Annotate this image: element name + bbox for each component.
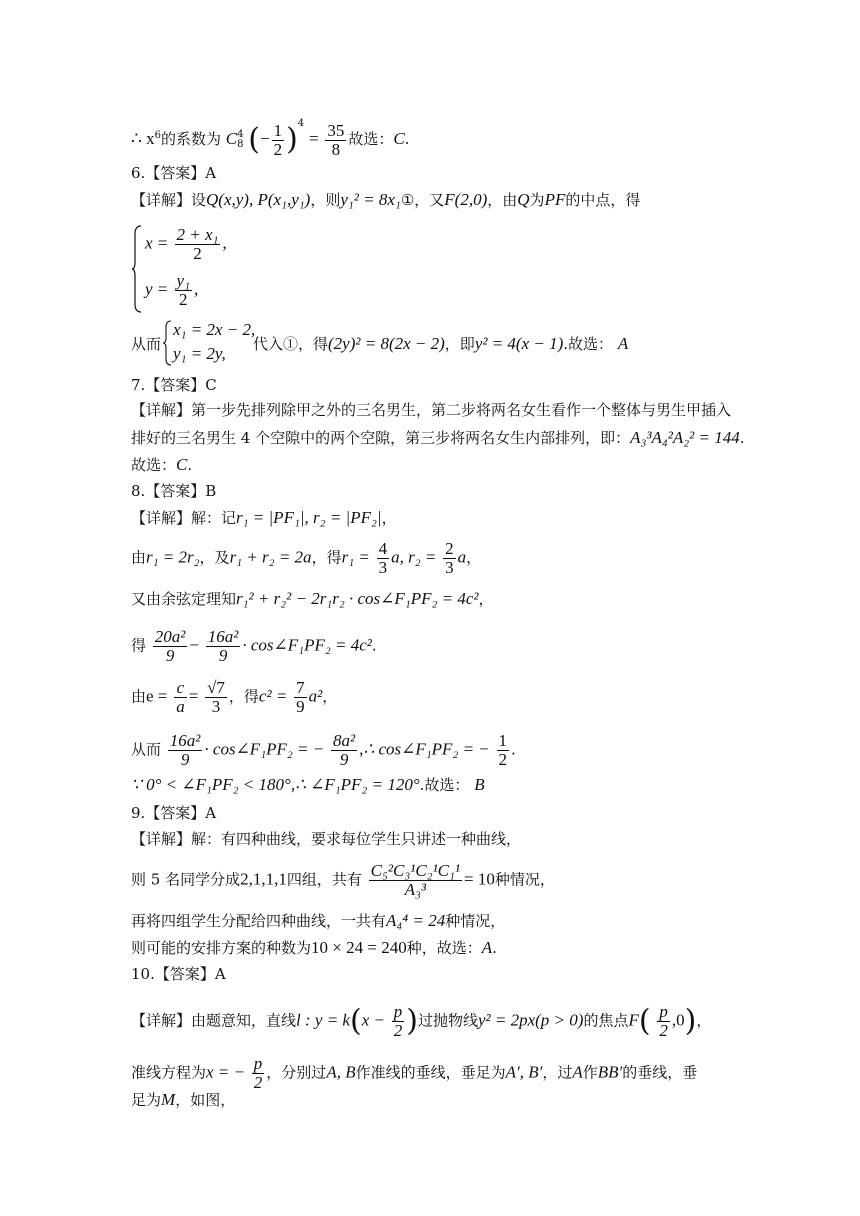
- q10-answer-line: 10.【答案】A: [131, 965, 226, 983]
- document-page: ∴ $x^6$的系数为 C 4 8 (− $\frac{1}{2}$ )$^4$ = $\frac{35}{8}$ 故选：C. 6.【答案】A 【详解】设Q(x,y), P(x₁,y₁)，则y₁² = 8x₁①，又F(2,0)，由Q为PF的中点，得 x = $\frac{\text{2 + x₁}}{2}$ , y = $\frac{\text{y₁}}{2}$ , 从而 x₁ = 2x − 2, y₁ = 2y, 代入①，得(2y)² = 8(2x − 2)，即y² = 4(x − 1).故选： A 7.【答案】C 【详解】第一步先排列除甲之外的三名男生，第二步将两名女生看作一个整体与男生甲插入 排好的三名男生 4 个空隙中的两个空隙，第三步将两名女生内部排列，即：A₃³A₄²A₂² = 144. 故选：C. 8.【答案】B 【详解】解：记r₁ = |PF₁|, r₂ = |PF₂|， 由r₁ = 2r₂，及r₁ + r₂ = 2a，得r₁ = $\frac{4}{3}$ a, r₂ = $\frac{2}{3}$ a， 又由余弦定理知r₁² + r₂² − 2r₁r₂ · cos∠F₁PF₂ = 4c²， 得 $\frac{\text{20a²}}{9}$ − $\frac{\text{16a²}}{9}$ · cos∠F₁PF₂ = 4c². 由e = $\frac{c}{a}$ = $\frac{√7}{3}$ ，得c² = $\frac{7}{9}$ a²， 从而 $\frac{\text{16a²}}{9}$ · cos∠F₁PF₂ = − $\frac{\text{8a²}}{9}$ ,∴ cos∠F₁PF₂ = − $\frac{1}{2}$ . ∵ 0° < ∠F₁PF₂ < 180°,∴ ∠F₁PF₂ = 120°.故选： B 9.【答案】A 【详解】解：有四种曲线，要求每位学生只讲述一种曲线， 则 5 名同学分成2,1,1,1四组，共有 $\frac{\text{C₅²C₃¹C₂¹C₁¹}}{\text{A₃³}}$ = 10种情况， 再将四组学生分配给四种曲线，一共有A₄⁴ = 24种情况， 则可能的安排方案的种数为10 × 24 = 240种，故选：A. 10.【答案】A 【详解】由题意知，直线l : y = k(x − $\frac{p}{2}$ )过抛物线y² = 2px(p > 0)的焦点F( $\frac{p}{2}$ ,0)， 准线方程为x = − $\frac{p}{2}$ ，分别过A, B作准线的垂线，垂足为A′, B′，过A作BB′的垂线，垂 足为M，如图，: [0, 0, 860, 1216]
- q7-detail-a: 【详解】第一步先排列除甲之外的三名男生，第二步将两名女生看作一个整体与男生甲插入: [131, 401, 732, 419]
- q5-exponent: 6: [154, 130, 161, 141]
- q5-choice: C: [393, 129, 405, 148]
- q8-line-5: 由e = $\frac{c}{a}$ = $\frac{√7}{3}$ ，得c² = $\frac{7}{9}$ a²，: [131, 678, 338, 716]
- q5-coef-text: 的系数为: [160, 130, 221, 148]
- q8-line-3: 又由余弦定理知r₁² + r₂² − 2r₁r₂ · cos∠F₁PF₂ = 4c²，: [131, 589, 494, 608]
- q5-conclusion-line: ∴ $x^6$的系数为 C 4 8 (− $\frac{1}{2}$ )$^4$ = $\frac{35}{8}$ 故选：C.: [131, 118, 410, 159]
- q5-power: 4: [297, 118, 305, 129]
- q6-midpoint-system: x = $\frac{\text{2 + x₁}}{2}$ , y = $\frac{\text{y₁}}{2}$ ,: [131, 224, 331, 314]
- q5-c-sub: 8: [237, 139, 244, 150]
- q6-brace-icon: [131, 224, 143, 314]
- q6-brace2-icon: [162, 320, 172, 366]
- q7-detail-c: 故选：C.: [131, 455, 193, 474]
- q8-answer-line: 8.【答案】B: [131, 482, 217, 500]
- q9-line-4: 则可能的安排方案的种数为10 × 24 = 240种，故选：A.: [131, 938, 497, 957]
- q10-line-3: 足为M，如图，: [131, 1090, 236, 1109]
- q5-therefore: ∴ x: [131, 129, 155, 148]
- q9-line-2: 则 5 名同学分成2,1,1,1四组，共有 $\frac{\text{C₅²C₃¹C₂¹C₁¹}}{\text{A₃³}}$ = 10种情况，: [131, 861, 555, 899]
- q9-line-3: 再将四组学生分配给四种曲线，一共有A₄⁴ = 24种情况，: [131, 911, 506, 930]
- q8-line-6: 从而 $\frac{\text{16a²}}{9}$ · cos∠F₁PF₂ = − $\frac{\text{8a²}}{9}$ ,∴ cos∠F₁PF₂ = − $\frac{1}{2}$ .: [131, 731, 516, 769]
- q9-answer-line: 9.【答案】A: [131, 804, 217, 822]
- q8-line-7: ∵ 0° < ∠F₁PF₂ < 180°,∴ ∠F₁PF₂ = 120°.故选： B: [131, 775, 485, 794]
- q8-line-1: 【详解】解：记r₁ = |PF₁|, r₂ = |PF₂|，: [131, 508, 397, 527]
- q5-choose-text: 故选：: [348, 130, 394, 148]
- q7-answer-line: 7.【答案】C: [131, 376, 217, 394]
- q10-line-1: 【详解】由题意知，直线l : y = k(x − $\frac{p}{2}$ )过抛物线y² = 2px(p > 0)的焦点F( $\frac{p}{2}$ ,0)，: [131, 1002, 712, 1040]
- q10-line-2: 准线方程为x = − $\frac{p}{2}$ ，分别过A, B作准线的垂线，垂足为A′, B′，过A作BB′的垂线，垂: [131, 1054, 698, 1092]
- q6-answer-line: 6.【答案】A: [131, 164, 217, 182]
- q7-detail-b: 排好的三名男生 4 个空隙中的两个空隙，第三步将两名女生内部排列，即：A₃³A₄²A₂² = 144.: [131, 428, 745, 447]
- q8-line-2: 由r₁ = 2r₂，及r₁ + r₂ = 2a，得r₁ = $\frac{4}{3}$ a, r₂ = $\frac{2}{3}$ a，: [131, 539, 482, 577]
- q5-c-sup: 4: [237, 129, 244, 140]
- q5-result-fraction: $\frac{35}{8}$: [327, 120, 345, 159]
- q8-line-4: 得 $\frac{\text{20a²}}{9}$ − $\frac{\text{16a²}}{9}$ · cos∠F₁PF₂ = 4c².: [131, 627, 377, 665]
- q9-line-1: 【详解】解：有四种曲线，要求每位学生只讲述一种曲线，: [131, 830, 522, 848]
- q5-binomial-c: C: [225, 129, 238, 148]
- q6-detail-line: 【详解】设Q(x,y), P(x₁,y₁)，则y₁² = 8x₁①，又F(2,0)，由Q为PF的中点，得: [131, 190, 641, 209]
- q5-fraction: $\frac{1}{2}$: [273, 120, 283, 159]
